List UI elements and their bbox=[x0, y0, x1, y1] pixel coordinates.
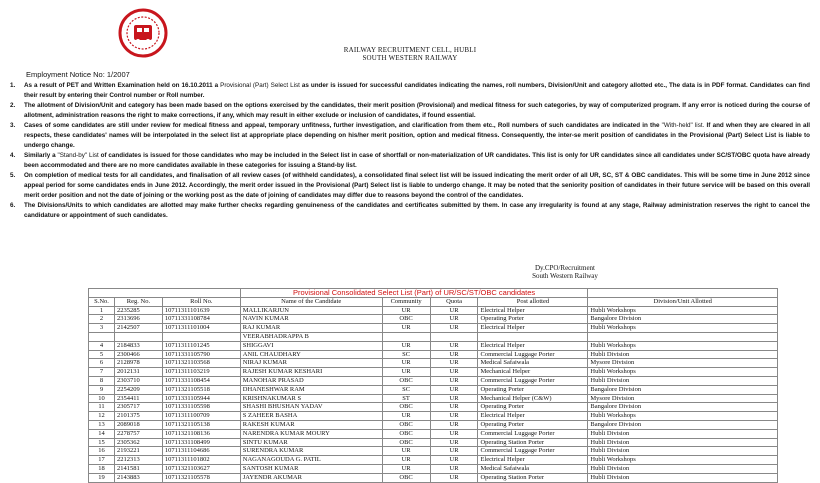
table-cell: 8 bbox=[89, 376, 115, 385]
table-cell: UR bbox=[430, 385, 478, 394]
table-cell: Electrical Helper bbox=[478, 412, 588, 421]
table-cell: 10711321103568 bbox=[162, 359, 240, 368]
table-cell: UR bbox=[430, 315, 478, 324]
table-cell: 10711311101802 bbox=[162, 456, 240, 465]
table-cell: UR bbox=[382, 324, 430, 333]
table-cell: 2143883 bbox=[114, 473, 162, 482]
notice-paragraph bbox=[10, 121, 810, 150]
table-cell: Hubli Division bbox=[588, 376, 778, 385]
paragraph-text: Provisional (Part) Select List bbox=[220, 82, 300, 89]
table-cell: 17 bbox=[89, 456, 115, 465]
table-body bbox=[89, 306, 778, 482]
table-cell bbox=[114, 332, 162, 341]
table-cell: UR bbox=[382, 412, 430, 421]
table-cell: 10711321105578 bbox=[162, 473, 240, 482]
table-cell: Commercial Luggage Porter bbox=[478, 429, 588, 438]
paragraph-text: as under is issued for successful candidates indicating the names, roll numbers, Division/Unit and category allotted etc., The data is in PDF format. Candidates can find their result by entering their Control number or Roll number. bbox=[24, 82, 811, 99]
paragraph-text: Similarly a bbox=[24, 152, 58, 160]
table-cell: 10711321103627 bbox=[162, 464, 240, 473]
table-cell: UR bbox=[430, 394, 478, 403]
table-row bbox=[89, 420, 778, 429]
table-cell: 2303710 bbox=[114, 376, 162, 385]
table-cell: 10711311100709 bbox=[162, 412, 240, 421]
table-cell: SHIGGAVI bbox=[240, 341, 382, 350]
table-cell: UR bbox=[430, 376, 478, 385]
paragraph-text: of candidates is issued for those candidates who may be included in the Select list in case of shortfall or non-materialization of UR candidates. This list is only for UR candidates since all candidates under SC/ST/OBC quota have already been accommodated and there are no more candidates available in these categories for issuing a Stand-by list. bbox=[24, 152, 810, 169]
table-row bbox=[89, 332, 778, 341]
notice-paragraph bbox=[10, 151, 810, 170]
table-cell: Hubli Division bbox=[588, 429, 778, 438]
table-cell: MALLIKARJUN bbox=[240, 306, 382, 315]
table-cell: 2313696 bbox=[114, 315, 162, 324]
table-cell: OBC bbox=[382, 420, 430, 429]
table-cell: 5 bbox=[89, 350, 115, 359]
table-cell bbox=[162, 332, 240, 341]
table-cell: 10711311104686 bbox=[162, 447, 240, 456]
table-cell: Operating Station Porter bbox=[478, 438, 588, 447]
table-cell: Hubli Workshops bbox=[588, 456, 778, 465]
document-title: RAILWAY RECRUITMENT CELL, HUBLI bbox=[343, 46, 477, 54]
table-cell: 10711331105790 bbox=[162, 350, 240, 359]
table-cell: Operating Porter bbox=[478, 385, 588, 394]
table-cell: SANTOSH KUMAR bbox=[240, 464, 382, 473]
table-cell: SHASHI BHUSHAN YADAV bbox=[240, 403, 382, 412]
table-header-row bbox=[89, 297, 778, 306]
table-cell: Bangalore Division bbox=[588, 385, 778, 394]
table-cell: 15 bbox=[89, 438, 115, 447]
table-cell: Mechanical Helper (C&W) bbox=[478, 394, 588, 403]
table-cell: 6 bbox=[89, 359, 115, 368]
paragraph-number: 3. bbox=[10, 122, 16, 130]
table-cell: UR bbox=[430, 473, 478, 482]
paragraph-text: If and when they are cleared in all respects, these candidates' names will be interpolated in the select list at appropriate place depending on his/her merit position, option and medical fitness. Consequently, the inter-se merit position of candidates in the Provisional (Part) Select List is liable to undergo change. bbox=[24, 122, 811, 149]
table-row bbox=[89, 315, 778, 324]
notice-paragraph bbox=[10, 171, 810, 200]
table-cell: 2128978 bbox=[114, 359, 162, 368]
table-row bbox=[89, 412, 778, 421]
notice-paragraphs bbox=[10, 81, 810, 221]
table-cell: OBC bbox=[382, 429, 430, 438]
table-cell: Hubli Workshops bbox=[588, 341, 778, 350]
signature-designation: Dy.CPO/Recruitment bbox=[534, 264, 595, 272]
paragraph-number: 6. bbox=[10, 202, 16, 210]
table-cell: UR bbox=[382, 359, 430, 368]
table-cell: 18 bbox=[89, 464, 115, 473]
notice-paragraph bbox=[10, 101, 810, 120]
table-cell: SURENDRA KUMAR bbox=[240, 447, 382, 456]
select-list-table bbox=[88, 288, 778, 483]
paragraph-text: "Stand-by" List bbox=[57, 152, 99, 160]
table-cell: UR bbox=[382, 368, 430, 377]
table-cell: NARENDRA KUMAR MOURY bbox=[240, 429, 382, 438]
table-cell: OBC bbox=[382, 403, 430, 412]
table-cell: 2278757 bbox=[114, 429, 162, 438]
table-cell: UR bbox=[430, 324, 478, 333]
table-row bbox=[89, 403, 778, 412]
table-cell: Operating Porter bbox=[478, 403, 588, 412]
table-cell: 2305362 bbox=[114, 438, 162, 447]
table-cell: RAKESH KUMAR bbox=[240, 420, 382, 429]
table-cell: 2254209 bbox=[114, 385, 162, 394]
table-cell: 3 bbox=[89, 324, 115, 333]
table-cell: UR bbox=[430, 306, 478, 315]
table-cell: Mechanical Helper bbox=[478, 368, 588, 377]
table-cell: RAJESH KUMAR KESHARI bbox=[240, 368, 382, 377]
table-cell: 2012131 bbox=[114, 368, 162, 377]
table-cell: UR bbox=[430, 341, 478, 350]
column-header: Division/Unit Allotted bbox=[588, 297, 778, 306]
table-cell: UR bbox=[430, 420, 478, 429]
table-cell: UR bbox=[382, 456, 430, 465]
table-cell: 1 bbox=[89, 306, 115, 315]
table-cell: UR bbox=[430, 456, 478, 465]
table-cell: Hubli Division bbox=[588, 464, 778, 473]
table-row bbox=[89, 456, 778, 465]
table-cell: Bangalore Division bbox=[588, 315, 778, 324]
table-cell: ANIL CHAUDHARY bbox=[240, 350, 382, 359]
table-cell: 10711331105944 bbox=[162, 394, 240, 403]
table-cell: Hubli Workshops bbox=[588, 368, 778, 377]
paragraph-number: 4. bbox=[10, 152, 16, 160]
table-cell: SC bbox=[382, 385, 430, 394]
table-row bbox=[89, 464, 778, 473]
table-cell: UR bbox=[430, 359, 478, 368]
table-cell: 9 bbox=[89, 385, 115, 394]
table-cell: UR bbox=[382, 341, 430, 350]
table-cell: 2305717 bbox=[114, 403, 162, 412]
table-cell: Operating Porter bbox=[478, 420, 588, 429]
table-cell: 2193221 bbox=[114, 447, 162, 456]
table-cell: Electrical Helper bbox=[478, 306, 588, 315]
table-cell: 16 bbox=[89, 447, 115, 456]
table-cell: 2101375 bbox=[114, 412, 162, 421]
table-row bbox=[89, 368, 778, 377]
column-header: Name of the Candidate bbox=[240, 297, 382, 306]
table-cell: Commercial Luggage Porter bbox=[478, 350, 588, 359]
table-cell: UR bbox=[430, 368, 478, 377]
notice-paragraph bbox=[10, 81, 810, 100]
table-cell: UR bbox=[430, 403, 478, 412]
table-cell: 10 bbox=[89, 394, 115, 403]
table-cell: 2 bbox=[89, 315, 115, 324]
table-row bbox=[89, 447, 778, 456]
table-row bbox=[89, 324, 778, 333]
table-caption: Provisional Consolidated Select List (Part) of UR/SC/ST/OBC candidates bbox=[240, 289, 588, 298]
table-cell: Bangalore Division bbox=[588, 420, 778, 429]
table-cell: MANOHAR PRASAD bbox=[240, 376, 382, 385]
table-cell: Commercial Luggage Porter bbox=[478, 447, 588, 456]
table-cell: NIRAJ KUMAR bbox=[240, 359, 382, 368]
table-cell: Hubli Workshops bbox=[588, 412, 778, 421]
paragraph-number: 2. bbox=[10, 102, 16, 110]
table-cell: UR bbox=[430, 447, 478, 456]
paragraph-text: "With-held" list. bbox=[661, 122, 705, 130]
table-cell: DHANESHWAR RAM bbox=[240, 385, 382, 394]
table-cell: SC bbox=[382, 350, 430, 359]
table-cell: SINTU KUMAR bbox=[240, 438, 382, 447]
table-cell: Hubli Workshops bbox=[588, 306, 778, 315]
paragraph-number: 5. bbox=[10, 172, 16, 180]
table-cell: UR bbox=[382, 447, 430, 456]
table-cell: 12 bbox=[89, 412, 115, 421]
table-cell: 10711331108784 bbox=[162, 315, 240, 324]
table-cell: UR bbox=[430, 429, 478, 438]
table-cell bbox=[89, 332, 115, 341]
table-cell: 10711331108499 bbox=[162, 438, 240, 447]
table-row bbox=[89, 385, 778, 394]
table-cell: S ZAHEER BASHA bbox=[240, 412, 382, 421]
table-row bbox=[89, 394, 778, 403]
table-cell: Mysore Division bbox=[588, 359, 778, 368]
notice-paragraph bbox=[10, 201, 810, 220]
table-cell: ST bbox=[382, 394, 430, 403]
table-cell: NAGANAGOUDA G. PATIL bbox=[240, 456, 382, 465]
table-cell: 10711311101004 bbox=[162, 324, 240, 333]
table-caption-row bbox=[89, 289, 778, 298]
table-cell: Hubli Division bbox=[588, 473, 778, 482]
table-cell: NAVIN KUMAR bbox=[240, 315, 382, 324]
table-cell bbox=[478, 332, 588, 341]
table-cell: KRISHNAKUMAR S bbox=[240, 394, 382, 403]
table-cell: Hubli Division bbox=[588, 438, 778, 447]
table-cell: UR bbox=[430, 412, 478, 421]
paragraph-text: The allotment of Division/Unit and category has been made based on the options exercised by the candidates, their merit position (Provisional) and medical fitness for such categories, by way of computerized program. If any error is noticed during the course of allotment, administration reasons the right to make corrections, if any, which may result in either exclude or inclusion of candidates, if found essential. bbox=[24, 102, 810, 119]
table-cell: 10711311103219 bbox=[162, 368, 240, 377]
paragraph-number: 1. bbox=[10, 82, 16, 89]
table-cell: 10711321105518 bbox=[162, 385, 240, 394]
paragraph-text: The Divisions/Units to which candidates are allotted may make further checks regarding genuineness of the candidates and certificates submitted by them. In case any irregularity is found at any stage, Railway administration reserves the right to cancel the candidature or appointment of such candidates. bbox=[24, 202, 810, 219]
table-cell: Electrical Helper bbox=[478, 456, 588, 465]
table-cell: UR bbox=[430, 350, 478, 359]
paragraph-text: As a result of PET and Written Examination held on 16.10.2011 a bbox=[24, 82, 221, 89]
table-row bbox=[89, 306, 778, 315]
table-cell: 14 bbox=[89, 429, 115, 438]
table-cell: Medical Safaiwala bbox=[478, 359, 588, 368]
table-cell: UR bbox=[382, 306, 430, 315]
paragraph-text: On completion of medical tests for all candidates, and finalisation of all review cases (of withheld candidates), a consolidated final select list will be issued indicating the merit order of all UR, SC, ST & OBC candidates. This will be some time in June 2012 since appeal period for some candidates ends in June 2012. Accordingly, the merit order issued in the Provisional (Part) Select list is liable to undergo change. It may be noted that the seniority position of candidates in their future service will be based on this overall merit order position and not the date of joining or the working post as the date of joining of candidates may differ due to reasons beyond the control of the candidates. bbox=[24, 172, 810, 199]
column-header: Roll No. bbox=[162, 297, 240, 306]
table-cell: 10711311101639 bbox=[162, 306, 240, 315]
table-cell bbox=[430, 332, 478, 341]
table-cell: 10711321105138 bbox=[162, 420, 240, 429]
table-cell: VEERABHADRAPPA B bbox=[240, 332, 382, 341]
table-cell: OBC bbox=[382, 473, 430, 482]
table-cell: 2142507 bbox=[114, 324, 162, 333]
table-cell: 11 bbox=[89, 403, 115, 412]
table-cell: 2089018 bbox=[114, 420, 162, 429]
table-cell: OBC bbox=[382, 315, 430, 324]
table-cell bbox=[382, 332, 430, 341]
table-cell: 10711331105598 bbox=[162, 403, 240, 412]
table-cell: OBC bbox=[382, 438, 430, 447]
table-cell: 10711321108136 bbox=[162, 429, 240, 438]
column-header: Reg. No. bbox=[114, 297, 162, 306]
table-cell: Operating Porter bbox=[478, 315, 588, 324]
table-cell: Electrical Helper bbox=[478, 324, 588, 333]
table-cell: Bangalore Division bbox=[588, 403, 778, 412]
table-cell: JAYENDR AKUMAR bbox=[240, 473, 382, 482]
table-cell: 2212313 bbox=[114, 456, 162, 465]
table-cell: 2141581 bbox=[114, 464, 162, 473]
table-cell: 13 bbox=[89, 420, 115, 429]
table-row bbox=[89, 473, 778, 482]
table-cell: UR bbox=[430, 464, 478, 473]
table-cell: 10711311101245 bbox=[162, 341, 240, 350]
table-cell: 10711331108454 bbox=[162, 376, 240, 385]
table-cell: 2354411 bbox=[114, 394, 162, 403]
table-cell: Medical Safaiwala bbox=[478, 464, 588, 473]
table-row bbox=[89, 376, 778, 385]
table-cell: 7 bbox=[89, 368, 115, 377]
table-cell: 2235285 bbox=[114, 306, 162, 315]
table-cell: OBC bbox=[382, 376, 430, 385]
table-cell: RAJ KUMAR bbox=[240, 324, 382, 333]
table-cell: Electrical Helper bbox=[478, 341, 588, 350]
table-cell: 19 bbox=[89, 473, 115, 482]
document-subtitle: SOUTH WESTERN RAILWAY bbox=[362, 54, 458, 62]
table-cell: Hubli Division bbox=[588, 447, 778, 456]
table-cell: 4 bbox=[89, 341, 115, 350]
table-cell: 2300466 bbox=[114, 350, 162, 359]
column-header: S.No. bbox=[89, 297, 115, 306]
table-cell: UR bbox=[382, 464, 430, 473]
table-cell: Hubli Workshops bbox=[588, 324, 778, 333]
column-header: Quota bbox=[430, 297, 478, 306]
table-cell bbox=[588, 332, 778, 341]
column-header: Post allotted bbox=[478, 297, 588, 306]
table-cell: Mysore Division bbox=[588, 394, 778, 403]
table-row bbox=[89, 429, 778, 438]
table-row bbox=[89, 438, 778, 447]
column-header: Community bbox=[382, 297, 430, 306]
table-row bbox=[89, 341, 778, 350]
table-row bbox=[89, 350, 778, 359]
table-cell: Commercial Luggage Porter bbox=[478, 376, 588, 385]
table-cell: 2184833 bbox=[114, 341, 162, 350]
paragraph-text: Cases of some candidates are still under review for medical fitness and appeal, temporary unfitness, further investigation, and clarification from them etc., Roll numbers of such candidates are indicated in the bbox=[24, 122, 662, 130]
employment-notice-number: Employment Notice No: 1/2007 bbox=[26, 70, 130, 79]
table-cell: Operating Station Porter bbox=[478, 473, 588, 482]
signature-organisation: South Western Railway bbox=[532, 272, 598, 280]
table-cell: Hubli Division bbox=[588, 350, 778, 359]
table-row bbox=[89, 359, 778, 368]
table-cell: UR bbox=[430, 438, 478, 447]
